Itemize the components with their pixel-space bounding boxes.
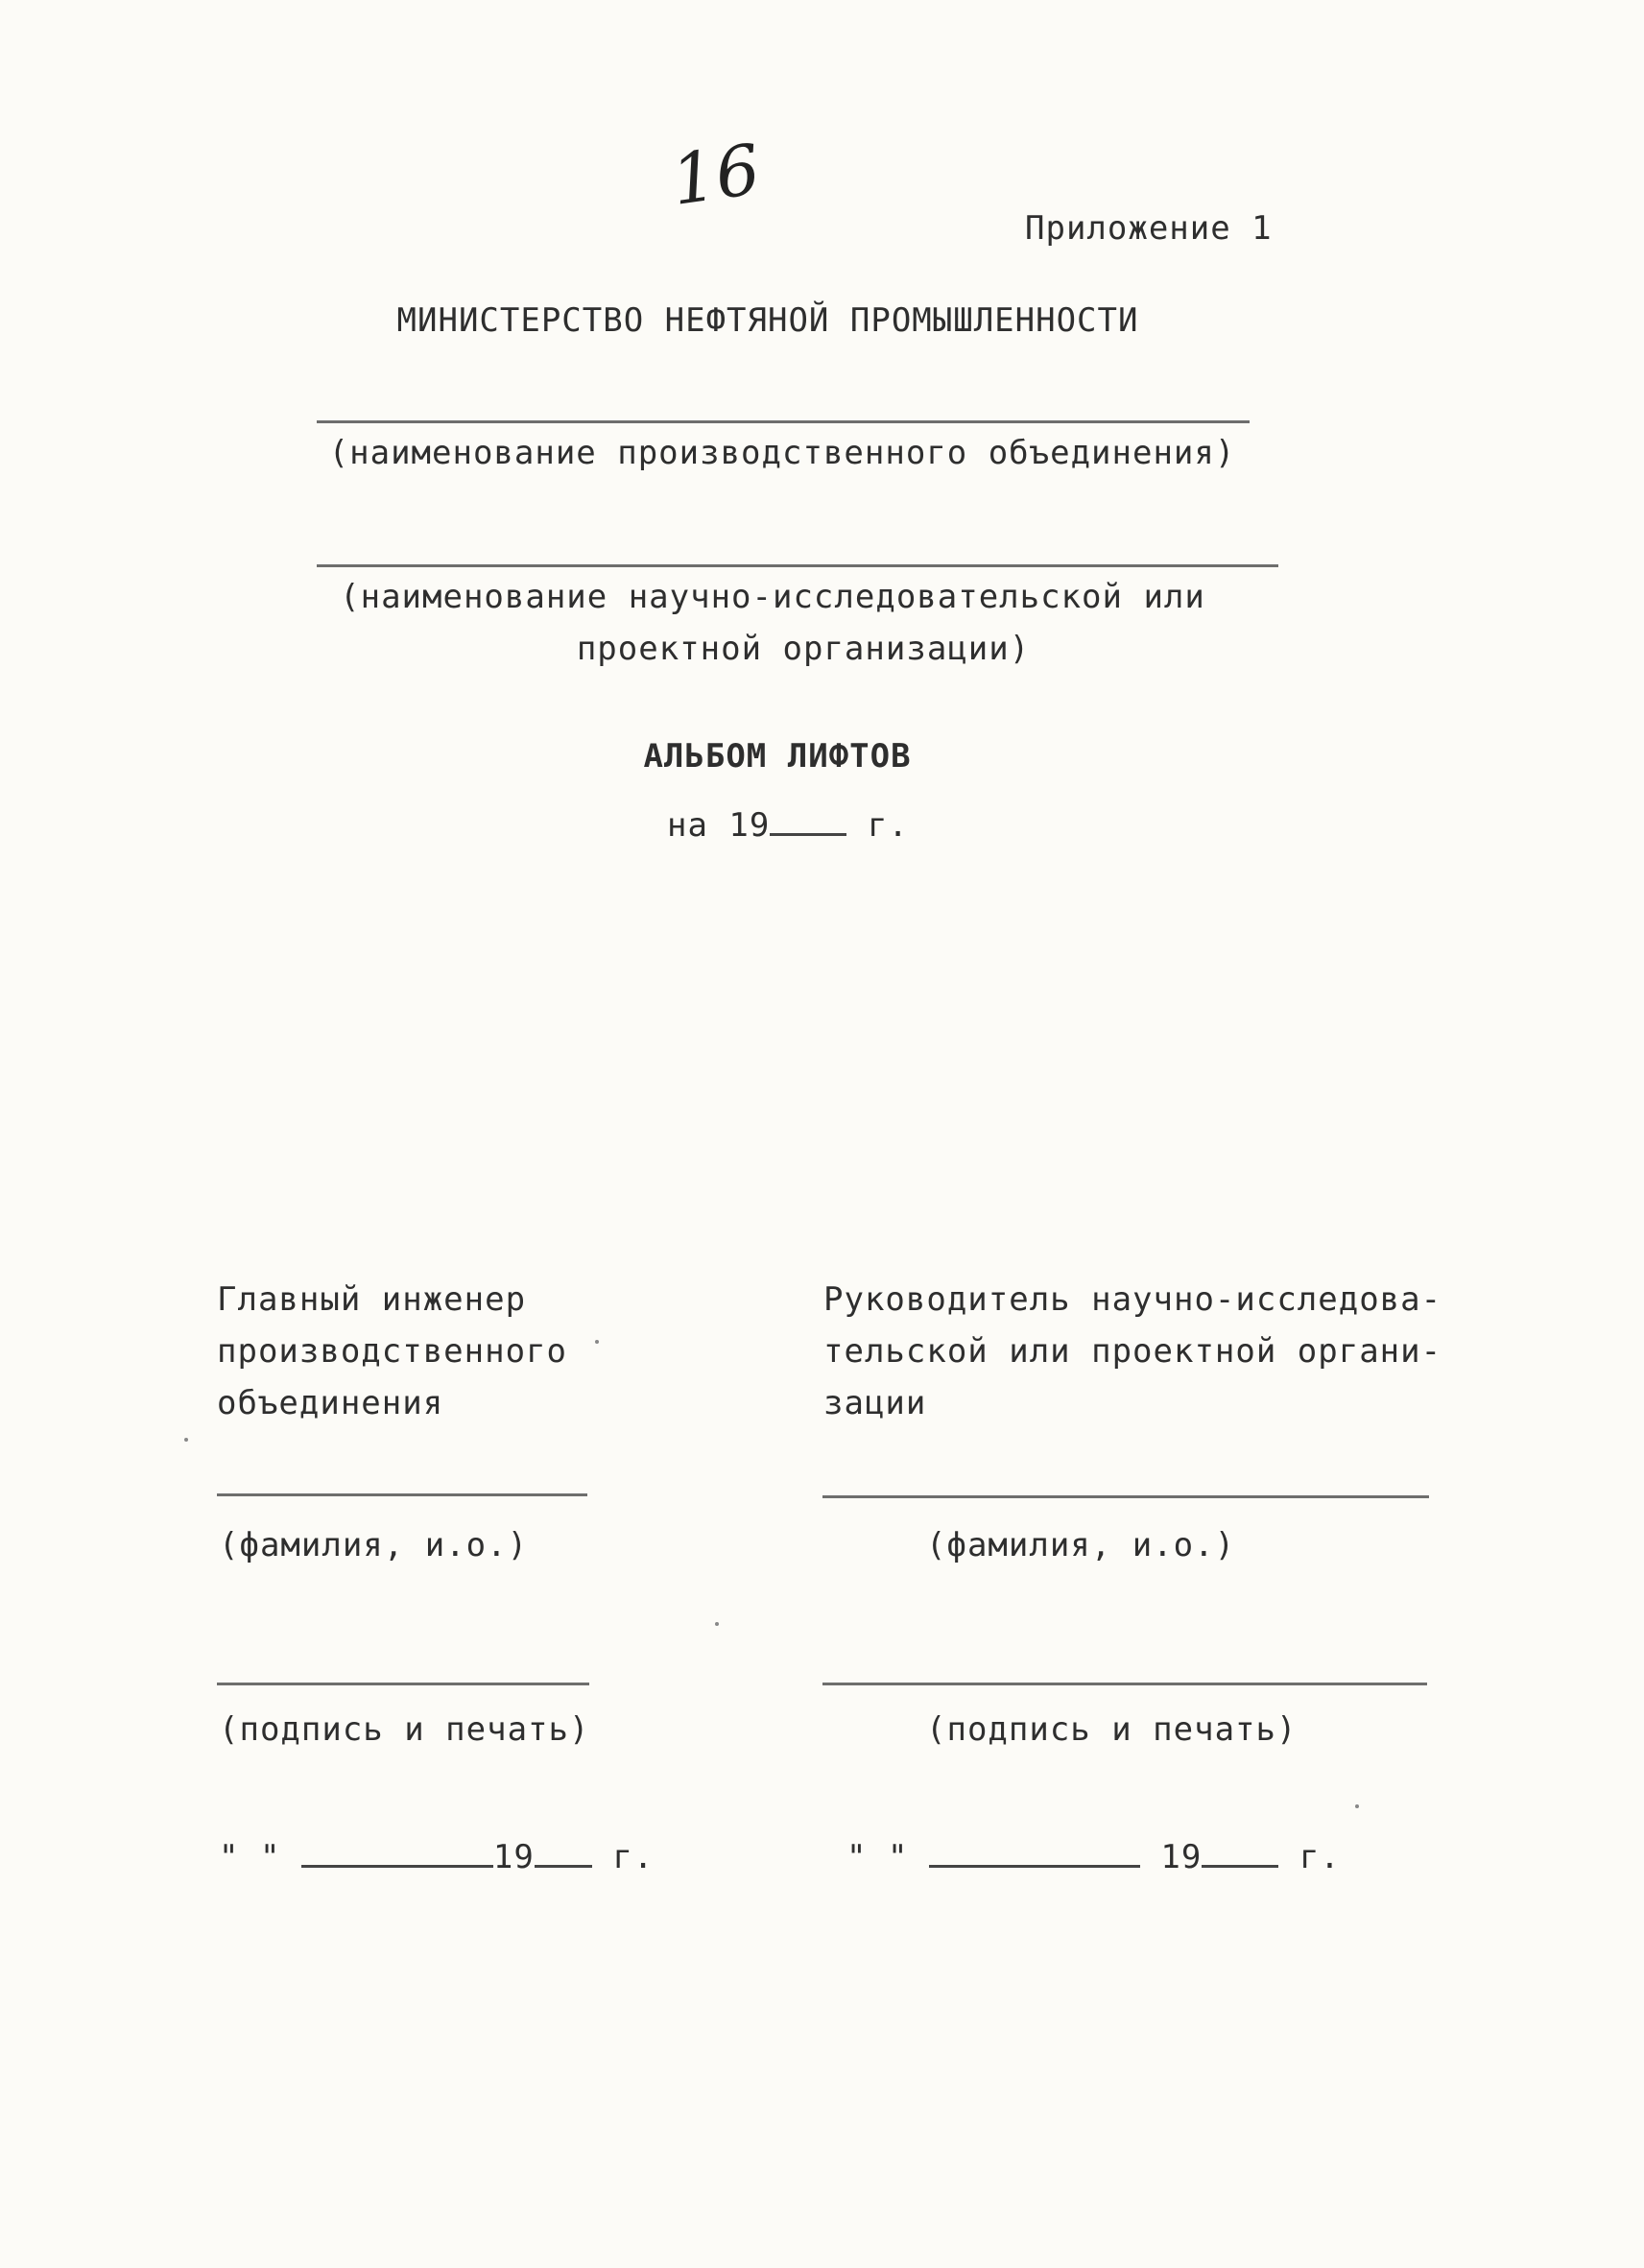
organization-name-line: [317, 564, 1278, 567]
scan-speck: [1355, 1804, 1359, 1808]
right-date-suffix: г.: [1299, 1838, 1341, 1876]
handwritten-page-number: 16: [666, 129, 766, 221]
left-year-blank: [535, 1864, 592, 1868]
right-role-line1: Руководитель научно-исследова-: [823, 1280, 1442, 1319]
year-blank: [770, 832, 846, 836]
ministry-heading: МИНИСТЕРСТВО НЕФТЯНОЙ ПРОМЫШЛЕННОСТИ: [396, 301, 1139, 340]
association-caption: (наименование производственного объединения): [328, 434, 1236, 472]
right-date-quotes: " ": [846, 1838, 909, 1876]
left-date-line: [219, 1838, 654, 1876]
right-year-blank: [1202, 1864, 1278, 1868]
left-date-year: 19: [492, 1838, 535, 1876]
year-line: [667, 806, 909, 845]
association-name-line: [317, 420, 1250, 423]
scan-speck: [184, 1438, 188, 1442]
left-role-line3: объединения: [217, 1384, 444, 1422]
left-signature-line: [217, 1683, 589, 1685]
appendix-label: Приложение 1: [1025, 209, 1273, 248]
left-date-blank: [301, 1864, 493, 1868]
right-date-line: [846, 1838, 1341, 1876]
left-date-suffix: г.: [612, 1838, 655, 1876]
scan-speck: [595, 1340, 599, 1344]
right-signature-line: [822, 1683, 1427, 1685]
right-role-line2: тельской или проектной органи-: [823, 1332, 1442, 1371]
right-date-year: 19: [1160, 1838, 1203, 1876]
album-title: АЛЬБОМ ЛИФТОВ: [643, 737, 912, 776]
organization-caption-line2: проектной организации): [576, 630, 1031, 668]
left-role-line1: Главный инженер: [217, 1280, 527, 1319]
year-suffix: г.: [867, 806, 909, 845]
left-signature-caption: (подпись и печать): [219, 1710, 590, 1749]
right-signature-caption: (подпись и печать): [926, 1710, 1298, 1749]
left-name-caption: (фамилия, и.о.): [219, 1526, 529, 1564]
scan-speck: [715, 1622, 719, 1626]
organization-caption-line1: (наименование научно-исследовательской или: [340, 578, 1205, 616]
right-date-blank: [929, 1864, 1140, 1868]
right-name-line: [822, 1495, 1429, 1498]
right-name-caption: (фамилия, и.о.): [926, 1526, 1236, 1564]
year-prefix: на 19: [667, 806, 771, 845]
left-role-line2: производственного: [217, 1332, 567, 1371]
left-date-quotes: " ": [219, 1838, 281, 1876]
left-name-line: [217, 1493, 587, 1496]
right-role-line3: зации: [823, 1384, 927, 1422]
